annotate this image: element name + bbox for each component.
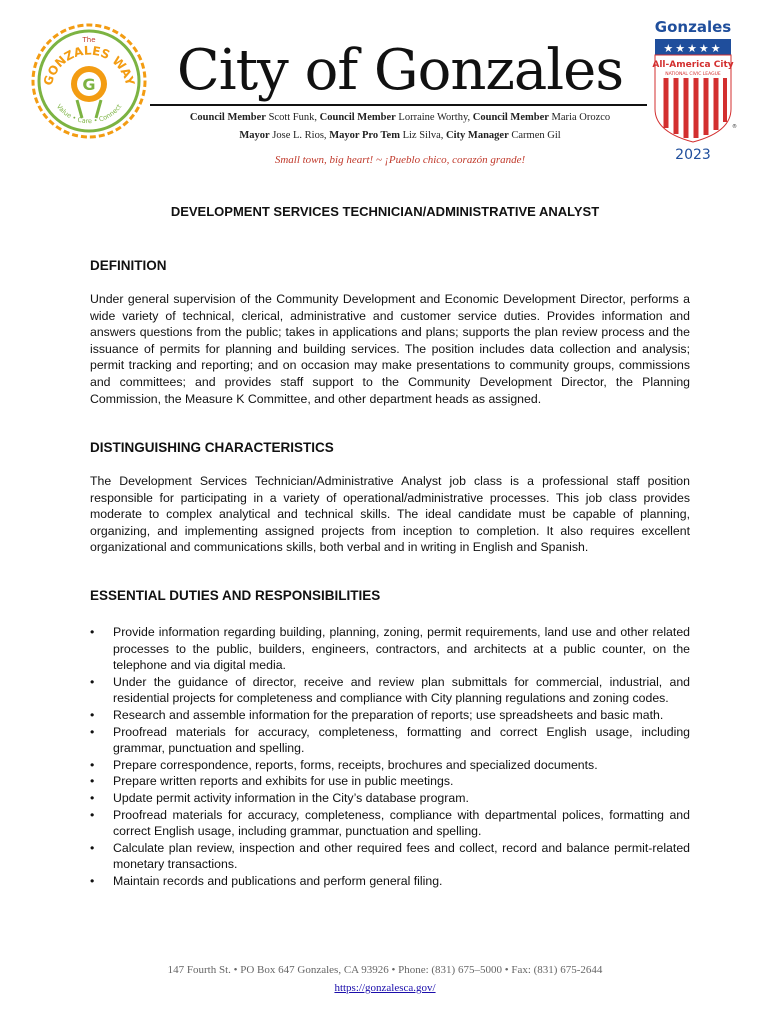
- council-role: Mayor Pro Tem: [329, 130, 400, 141]
- list-item: • Provide information regarding building, planning, zoning, permit requirements, land use and other related processes to the public, builders, engineers, contractors, and architects at a public counter, on the telephone and via digital media.: [90, 624, 690, 674]
- council-role: City Manager: [446, 130, 509, 141]
- duties-list: [90, 624, 690, 890]
- logo-letter: G: [82, 75, 96, 94]
- aac-city-name: Gonzales: [654, 18, 732, 36]
- gonzales-way-logo: [30, 22, 148, 140]
- definition-text: Under general supervision of the Community Development and Economic Development Director, performs a wide variety of technical, clerical, administrative and customer service duties. Provides information and answers questions from the public; takes in applications and plans; supports the plan review process and the issuance of permits for planning and building services. The position includes data collection and analysis; permit tracking and reporting; and on occasion may make presentations to community groups, commissions and committees; and provides staff support to the Community Development Director, the Planning Commission, the Measure K Committee, and other department heads as assigned.: [90, 292, 690, 406]
- list-item: • Prepare written reports and exhibits for use in public meetings.: [90, 773, 690, 790]
- list-item: • Update permit activity information in the City’s database program.: [90, 790, 690, 807]
- aac-award: All-America City: [652, 60, 734, 70]
- council-name: Scott Funk,: [268, 112, 318, 123]
- council-role: Council Member: [472, 112, 549, 123]
- characteristics-heading: DISTINGUISHING CHARACTERISTICS: [90, 440, 334, 455]
- council-role: Council Member: [189, 112, 266, 123]
- website-link[interactable]: https://gonzalesca.gov/: [334, 982, 436, 994]
- council-name: Carmen Gil: [511, 130, 561, 141]
- logo-bottom-text: Value • Care • Connect: [54, 102, 124, 126]
- list-item: • Prepare correspondence, reports, forms, receipts, brochures and specialized documents.: [90, 757, 690, 774]
- council-role: Council Member: [319, 112, 396, 123]
- city-motto: Small town, big heart! ~ ¡Pueblo chico, corazón grande!: [274, 154, 526, 166]
- list-item: • Research and assemble information for the preparation of reports; use spreadsheets and basic math.: [90, 707, 690, 724]
- list-item: • Under the guidance of director, receive and review plan submittals for commercial, industrial, and residential projects for completeness and compliance with City planning regulations and zoning codes.: [90, 674, 690, 707]
- characteristics-text: The Development Services Technician/Administrative Analyst job class is a professional staff position responsible for participating in a variety of operational/administrative processes. This job class provides moderate to complex analytical and technical skills. The ideal candidate must be capable of planning, organizing, and implementing assigned projects from inception to completion. It also requires excellent organizational and communications skills, both verbal and in writing in English and Spanish.: [90, 474, 690, 555]
- logo-arc-text: GONZALES WAY: [40, 43, 138, 88]
- list-item: • Maintain records and publications and perform general filing.: [90, 873, 690, 890]
- title-divider: [150, 104, 647, 106]
- aac-registered-mark: ®: [732, 124, 737, 130]
- list-item: • Proofread materials for accuracy, completeness, compliance with departmental polices, formatting and correct English usage, including grammar, punctuation and spelling.: [90, 807, 690, 840]
- aac-stripes: [666, 78, 725, 138]
- aac-year: 2023: [675, 147, 711, 163]
- footer-website: [0, 982, 770, 994]
- council-line-2: [150, 130, 650, 141]
- duties-heading: ESSENTIAL DUTIES AND RESPONSIBILITIES: [90, 588, 381, 603]
- list-item: • Proofread materials for accuracy, completeness, formatting and correct English usage, including grammar, punctuation and spelling.: [90, 724, 690, 757]
- council-name: Jose L. Rios,: [272, 130, 327, 141]
- council-name: Maria Orozco: [551, 112, 611, 123]
- logo-top-text: The: [82, 36, 96, 44]
- council-name: Lorraine Worthy,: [398, 112, 471, 123]
- aac-award-sub: NATIONAL CIVIC LEAGUE: [665, 72, 721, 77]
- council-line-1: [150, 112, 650, 123]
- definition-heading: DEFINITION: [90, 258, 167, 273]
- list-item: • Calculate plan review, inspection and other required fees and collect, record and balance permit-related monetary transactions.: [90, 840, 690, 873]
- council-role: Mayor: [239, 130, 270, 141]
- document-title: DEVELOPMENT SERVICES TECHNICIAN/ADMINISTRATIVE ANALYST: [170, 204, 600, 219]
- council-name: Liz Silva,: [402, 130, 444, 141]
- city-title: City of Gonzales: [176, 38, 624, 103]
- aac-stars: ★★★★★: [663, 42, 723, 55]
- footer-address: 147 Fourth St. • PO Box 647 Gonzales, CA 93926 • Phone: (831) 675–5000 • Fax: (831) 675-2644: [167, 964, 603, 976]
- all-america-city-logo: [650, 14, 736, 164]
